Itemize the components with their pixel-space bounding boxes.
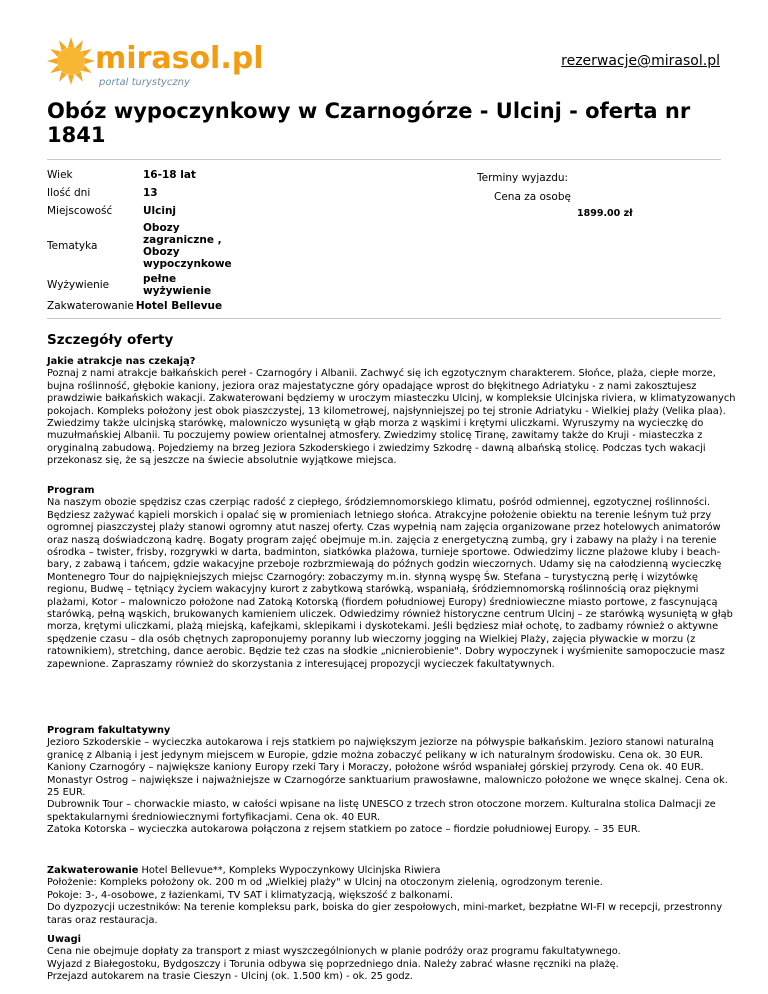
info-row-location xyxy=(47,202,243,220)
info-row-days xyxy=(47,184,243,202)
list-item: Położenie: Kompleks położony ok. 200 m od „Wielkiej plaży" w Ulcinj na otoczonym zielenią, ogrodzonym terenie. xyxy=(47,877,603,889)
section-heading: Uwagi xyxy=(47,934,81,945)
list-item: Kaniony Czarnogóry – największe kaniony Europy rzeki Tary i Moraczy, położone wśród wspaniałej górskiej przyrody. Cena ok. 40 EUR. xyxy=(47,762,704,774)
section-heading: Jakie atrakcje nas czekają? xyxy=(47,356,196,367)
price-label: Cena za osobę xyxy=(494,191,571,203)
list-item: Przejazd autokarem na trasie Cieszyn - Ulcinj (ok. 1.500 km) - ok. 25 godz. xyxy=(47,971,413,983)
divider xyxy=(47,318,721,319)
accommodation-section xyxy=(47,865,737,927)
info-label: Wyżywienie xyxy=(47,279,110,291)
section-heading: Zakwaterowanie xyxy=(47,865,139,876)
info-value: 16-18 lat xyxy=(143,169,196,181)
section-heading: Program fakultatywny xyxy=(47,725,171,736)
info-value: 13 xyxy=(143,187,158,199)
info-value: pełne wyżywienie xyxy=(143,273,212,297)
info-value: Obozy zagraniczne , Obozy wypoczynkowe xyxy=(143,222,232,270)
list-item: Cena nie obejmuje dopłaty za transport z miast wyszczególnionych w planie podróży oraz programu fakultatywnego. xyxy=(47,946,621,958)
attractions-section xyxy=(47,356,737,468)
price-value: 1899.00 zł xyxy=(577,208,633,219)
contact-email-link[interactable]: rezerwacje@mirasol.pl xyxy=(561,53,720,69)
list-item: Jezioro Szkoderskie – wycieczka autokarowa i rejs statkiem po największym jeziorze na półwyspie bałkańskim. Jezioro stanowi naturalną granicę z Albanią i jest jedynym miejscem w Europie, gdzie można zobaczyć pelikany w ich naturalnym środowisku. Cena ok. 30 EUR. xyxy=(47,737,714,761)
list-item: Pokoje: 3-, 4-osobowe, z łazienkami, TV SAT i klimatyzacją, większość z balkonami. xyxy=(47,889,453,901)
list-item: Monastyr Ostrog – największe i najważniejsze w Czarnogórze sanktuarium prawosławne, malowniczo położone we wnęce skalnej. Cena ok. 25 EUR. xyxy=(47,774,728,799)
mirasol-logo[interactable] xyxy=(47,34,277,90)
section-heading: Program xyxy=(47,485,95,496)
list-item: Do dyzpozycji uczestników: Na terenie kompleksu park, boiska do gier zespołowych, mini-market, bezpłatne WI-FI w recepcji, przestronny taras oraz restauracja. xyxy=(47,902,723,926)
optional-program-section xyxy=(47,725,737,837)
info-label: Zakwaterowanie xyxy=(47,300,134,312)
logo-tagline: portal turystyczny xyxy=(99,77,190,88)
program-section xyxy=(47,485,737,671)
divider xyxy=(47,159,721,160)
section-text: Na naszym obozie spędzisz czas czerpiąc radość z ciepłego, śródziemnomorskiego klimatu, pośród odmiennej, egzotycznej roślinności. Będziesz zażywać kąpieli morskich i opalać się w promieniach letniego słońca. Atrakcyjne położenie obiektu na terenie leśnym tuż przy ogromnej piaszczystej plaży stanowi ogromny atut naszej oferty. Czas wypełnią nam zajęcia organizowane przez hotelowych animatorów oraz naszą doświadczoną kadrę. Bogaty program zajęć obejmuje m.in. zajęcia z energetyczną zumbą, gry i zabawy na plaży i na terenie ośrodka – twister, frisby, rozgrywki w darta, badminton, siatkówka plażowa, turnieje sportowe. Odwiedzimy liczne plażowe kluby i beach-bary, z zabawą i tańcem, gdzie wakacyjne przeboje rozbrzmiewają do późnych godzin wieczornych. Udamy się na całodzienną wycieczkę Montenegro Tour do najpiękniejszych miejsc Czarnogóry: zobaczymy m.in. słynną wyspę Św. Stefana – turystyczną perłę i wizytówkę regionu, Budwę – tętniący życiem wakacyjny kurort z zabytkową starówką, wspaniałą, śródziemnomorską roślinnością oraz pięknymi plażami, Kotor – malowniczo położone nad Zatoką Kotorską (fiordem południowej Europy) średniowieczne miasto portowe, z fascynującą starówką, pełną wąskich, brukowanych kamieniem uliczek. Odwiedzimy również historyczne centrum Ulcinj – ze starówką wysuniętą w głąb morza, krętymi uliczkami, plażą miejską, kafejkami, sklepikami i dyskotekami. Jeśli będziesz miał ochotę, to zadbamy również o aktywne spędzenie czasu – dla osób chętnych zaproponujemy poranny lub wieczorny jogging na Wielkiej Plaży, zajęcia pływackie w morzu (z ratownikiem), stretching, dance aerobic. Będzie też czas na słodkie „nicnierobienie". Dobry wypoczynek i wyśmienite samopoczucie masz zapewnione. Zapraszamy również do skorzystania z interesującej propozycji wycieczek fakultatywnych. xyxy=(47,497,733,670)
list-item: Wyjazd z Białegostoku, Bydgoszczy i Torunia odbywa się poprzedniego dnia. Należy zabrać własne ręczniki na plażę. xyxy=(47,958,619,970)
page-title: Obóz wypoczynkowy w Czarnogórze - Ulcinj - oferta nr 1841 xyxy=(47,99,691,147)
sun-logo-icon xyxy=(47,34,277,90)
info-row-meals xyxy=(47,272,243,298)
details-title: Szczegóły oferty xyxy=(47,332,174,348)
logo-wordmark: mirasol.pl xyxy=(95,41,264,76)
info-label: Tematyka xyxy=(47,240,98,252)
info-row-theme xyxy=(47,220,243,272)
section-text: Poznaj z nami atrakcje bałkańskich pereł - Czarnogóry i Albanii. Zachwyć się ich egzotycznym charakterem. Słońce, plaża, ciepłe morze, bujna roślinność, głębokie kaniony, jeziora oraz majestatyczne góry opadające wprost do błękitnego Adriatyku - z nami zakosztujesz prawdziwie bałkańskich wakacji. Zakwaterowani będziemy w uroczym miasteczku Ulcinj, w kompleksie Ulcinjska riviera, w klimatyzowanych pokojach. Kompleks położony jest obok piaszczystej, 13 kilometrowej, najsłynniejszej po tej stronie Adriatyku - Wielkiej plaży (Velika plaa). Zwiedzimy także ulcinjską starówkę, malowniczo wysuniętą w głąb morza z wąskimi i krętymi uliczkami. Wyruszymy na wycieczkę do muzułmańskiej Albanii. Tu poczujemy powiew orientalnej atmosfery. Zwiedzimy stolicę Tiranę, zawitamy także do Kruji - miasteczka z oryginalną zabudową. Pojedziemy na brzeg Jeziora Szkoderskiego i zwiedzimy Szkodrę - dawną albańską stolicę. Podczas tych wakacji przekonasz się, że są jeszcze na świecie absolutnie wyjątkowe miejsca. xyxy=(47,368,736,467)
info-row-accommodation xyxy=(47,298,243,314)
info-row-age xyxy=(47,166,243,184)
info-label: Wiek xyxy=(47,169,73,181)
list-item: Zatoka Kotorska – wycieczka autokarowa połączona z rejsem statkiem po zatoce – fiordzie południowej Europy. – 35 EUR. xyxy=(47,824,641,836)
offer-info-table xyxy=(47,166,243,314)
section-text: Hotel Bellevue**, Kompleks Wypoczynkowy Ulcinjska Riwiera xyxy=(138,865,441,876)
info-label: Miejscowość xyxy=(47,205,113,217)
info-value: Ulcinj xyxy=(143,205,177,217)
notes-section xyxy=(47,934,737,984)
info-label: Ilość dni xyxy=(47,187,91,199)
departure-terms-label: Terminy wyjazdu: xyxy=(477,172,569,184)
list-item: Dubrownik Tour – chorwackie miasto, w całości wpisane na listę UNESCO z trzech stron otoczone morzem. Kulturalna stolica Dalmacji ze spektakularnymi średniowiecznymi fortyfikacjami. Cena ok. 40 EUR. xyxy=(47,799,716,823)
info-value: Hotel Bellevue xyxy=(135,300,223,312)
